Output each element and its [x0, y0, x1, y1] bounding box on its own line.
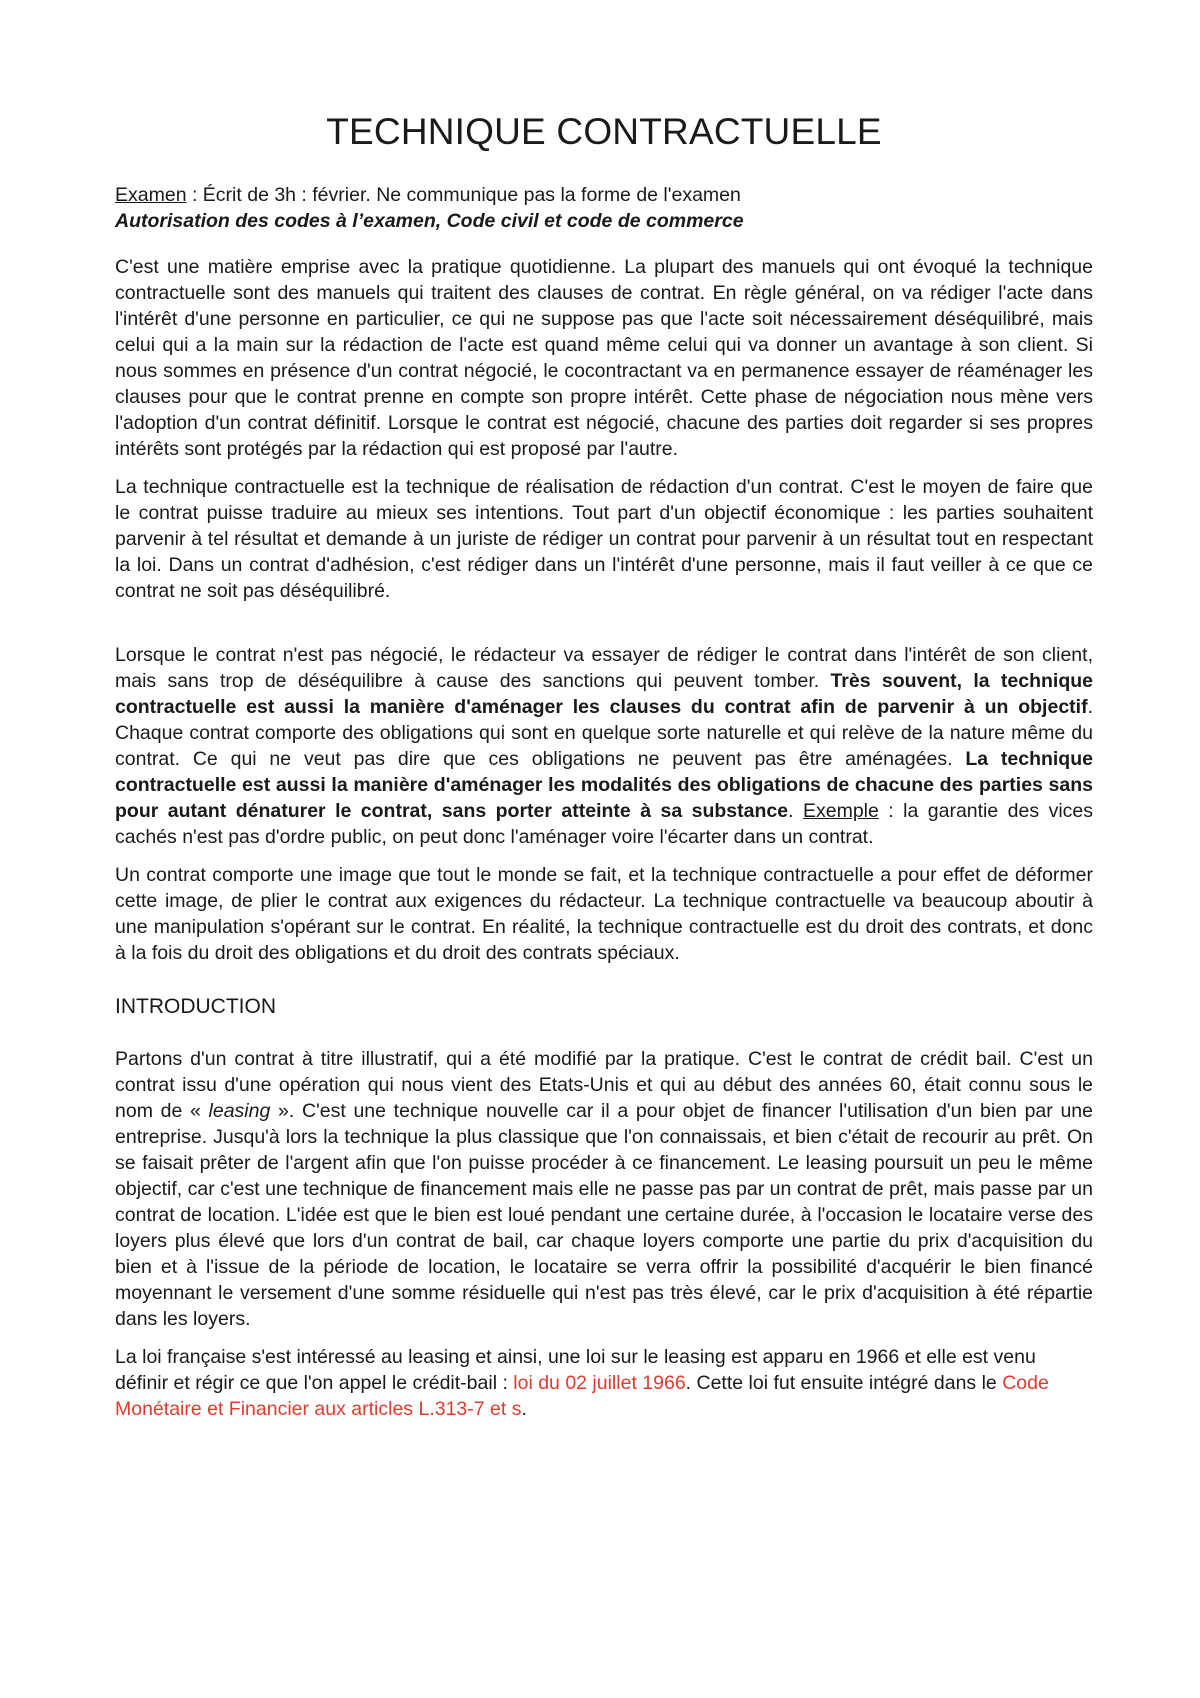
document-page: [115, 100, 1093, 1434]
p3-bold-statement-1: Très souvent, la technique contractuelle est aussi la manière d'aménager les clauses du contrat afin de parvenir à un objectif: [115, 670, 1093, 718]
example-label: Exemple: [802, 800, 879, 822]
paragraph-5: [115, 1046, 1093, 1332]
blank-line: [115, 616, 1093, 642]
p6-text-b: . Cette loi fut ensuite intégré dans le: [685, 1372, 1003, 1394]
leasing-term: leasing: [208, 1100, 271, 1122]
p5-text-b: ». C'est une technique nouvelle car il a pour objet de financer l'utilisation d'un bien par une entreprise. Jusqu'à lors la technique la plus classique que l'on connaissais, et bien c'était de recourir au prêt. On se faisait prêter de l'argent afin que l'on puisse procéder à ce financement. Le leasing poursuit un peu le même objectif, car c'est une technique de financement mais elle ne passe pas par un contrat de prêt, mais passe par un contrat de location. L'idée est que le bien est loué pendant une certaine durée, à l'occasion le locataire verse des loyers plus élevé que lors d'un contrat de bail, car chaque loyers comporte une partie du prix d'acquisition du bien et à l'issue de la période de location, le locataire se verra offrir la possibilité d'acquérir le bien financé moyennant le versement d'une somme résiduelle qui n'est pas très élevé, car le prix d'acquisition à été répartie dans les loyers.: [115, 1100, 1093, 1330]
paragraph-1: C'est une matière emprise avec la pratique quotidienne. La plupart des manuels qui ont évoqué la technique contractuelle sont des manuels qui traitent des clauses de contrat. En règle général, on va rédiger l'acte dans l'intérêt d'une personne en particulier, ce qui ne suppose pas que l'acte soit nécessairement déséquilibré, mais celui qui a la main sur la rédaction de l'acte est quand même celui qui va donner un avantage à son client. Si nous sommes en présence d'un contrat négocié, le cocontractant va en permanence essayer de réaménager les clauses pour que le contrat prenne en compte son propre intérêt. Cette phase de négociation nous mène vers l'adoption d'un contrat définitif. Lorsque le contrat est négocié, chacune des parties doit regarder si ses propres intérêts sont protégés par la rédaction qui est proposé par l'autre.: [115, 256, 1093, 460]
paragraph-2: La technique contractuelle est la technique de réalisation de rédaction d'un contrat. C'est le moyen de faire que le contrat puisse traduire au mieux ses intentions. Tout part d'un objectif économique : les parties souhaitent parvenir à tel résultat et demande à un juriste de rédiger un contrat pour parvenir à un résultat tout en respectant la loi. Dans un contrat d'adhésion, c'est rédiger dans un l'intérêt d'une personne, mais il faut veiller à ce que ce contrat ne soit pas déséquilibré.: [115, 476, 1093, 602]
exam-text: : Écrit de 3h : février. Ne communique pas la forme de l'examen: [186, 184, 741, 206]
paragraph-4: Un contrat comporte une image que tout le monde se fait, et la technique contractuelle a pour effet de déformer cette image, de plier le contrat aux exigences du rédacteur. La technique contractuelle va beaucoup aboutir à une manipulation s'opérant sur le contrat. En réalité, la technique contractuelle est du droit des contrats, et donc à la fois du droit des obligations et du droit des contrats spéciaux.: [115, 864, 1093, 964]
law-reference: loi du 02 juillet 1966: [513, 1372, 686, 1394]
code-reference: Code Monétaire et Financier aux articles L.313-7 et s: [115, 1372, 1049, 1420]
section-heading-introduction: INTRODUCTION: [115, 995, 276, 1018]
p6-text-c: .: [521, 1398, 527, 1420]
exam-authorization: Autorisation des codes à l’examen, Code civil et code de commerce: [115, 210, 744, 232]
p3-bold-statement-2: La technique contractuelle est aussi la manière d'aménager les modalités des obligations de chacune des parties sans pour autant dénaturer le contrat, sans porter atteinte à sa substance: [115, 748, 1093, 822]
paragraph-3: [115, 642, 1093, 850]
p3-text-a: Lorsque le contrat n'est pas négocié, le rédacteur va essayer de rédiger le contrat dans l'intérêt de son client, mais sans trop de déséquilibre à cause des sanctions qui peuvent tomber.: [115, 644, 1093, 692]
p6-text-a: La loi française s'est intéressé au leasing et ainsi, une loi sur le leasing est apparu en 1966 et elle est venu définir et régir ce que l'on appel le crédit-bail :: [115, 1346, 1036, 1394]
exam-label: Examen: [115, 184, 187, 206]
paragraph-6: [115, 1344, 1093, 1422]
p3-text-c: . Chaque contrat comporte des obligations qui sont en quelque sorte naturelle et qui relève de la nature même du contrat. Ce qui ne veut pas dire que ces obligations ne peuvent pas être aménagées.: [115, 696, 1093, 770]
p5-text-a: Partons d'un contrat à titre illustratif, qui a été modifié par la pratique. C'est le contrat de crédit bail. C'est un contrat issu d'une opération qui nous vient des Etats-Unis et qui au début des années 60, était connu sous le nom de «: [115, 1048, 1093, 1122]
p3-text-e: .: [788, 800, 803, 822]
document-title: TECHNIQUE CONTRACTUELLE: [326, 111, 882, 152]
exam-info: [115, 182, 1093, 208]
p3-text-f: : la garantie des vices cachés n'est pas d'ordre public, on peut donc l'aménager voire l'écarter dans un contrat.: [115, 800, 1093, 848]
